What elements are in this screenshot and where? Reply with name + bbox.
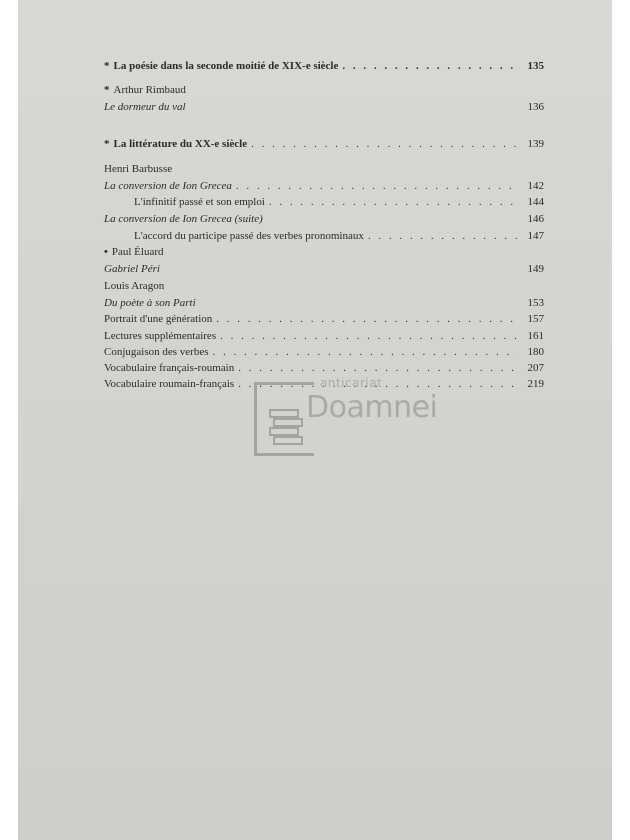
toc-entry: Conjugaison des verbes . . . 180 xyxy=(104,346,544,359)
toc-entry: * La littérature du XX-e siècle . . . 139 xyxy=(104,138,544,151)
page-number: 180 xyxy=(527,346,544,358)
toc-entry: Gabriel Péri 149 xyxy=(104,263,544,275)
books-icon xyxy=(268,406,306,446)
page-number: 136 xyxy=(527,101,544,113)
leader-dots xyxy=(368,230,518,243)
toc-entry: La conversion de Ion Grecea (suite) 146 xyxy=(104,213,544,225)
toc-entry: Lectures supplémentaires . . . 161 xyxy=(104,330,544,343)
toc-entry: La conversion de Ion Grecea . . . 142 xyxy=(104,180,544,193)
leader-dots xyxy=(220,330,518,343)
toc-entry: * La poésie dans la seconde moitié de XIX-e siècle . . . 135 xyxy=(104,60,544,73)
leader-dots xyxy=(251,138,518,151)
page-number: 149 xyxy=(527,263,544,275)
page-number: 219 xyxy=(527,378,544,390)
toc-entry: Du poète à son Parti 153 xyxy=(104,297,544,309)
page-number: 142 xyxy=(527,180,544,192)
toc-entry: * Arthur Rimbaud xyxy=(104,84,186,96)
toc-entry: L'infinitif passé et son emploi . . . 144 xyxy=(104,196,544,209)
page-number: 139 xyxy=(527,138,544,150)
toc-entry: Portrait d'une génération . . . 157 xyxy=(104,313,544,326)
page-number: 207 xyxy=(527,362,544,374)
toc-entry: • Paul Éluard xyxy=(104,246,164,258)
leader-dots xyxy=(269,196,518,209)
leader-dots xyxy=(212,346,518,359)
page-number: 135 xyxy=(527,60,544,72)
leader-dots xyxy=(238,362,518,375)
watermark-big-text: Doamnei xyxy=(306,390,438,425)
page-number: 161 xyxy=(527,330,544,342)
toc-entry: Vocabulaire roumain-français . . . 219 xyxy=(104,378,544,391)
leader-dots xyxy=(216,313,518,326)
watermark xyxy=(254,376,438,466)
toc-entry: Le dormeur du val 136 xyxy=(104,101,544,113)
toc-entry: Louis Aragon xyxy=(104,280,165,292)
page-number: 147 xyxy=(527,230,544,242)
page-number: 144 xyxy=(527,196,544,208)
watermark-small-text: anticariat xyxy=(320,376,383,390)
page-number: 157 xyxy=(527,313,544,325)
leader-dots xyxy=(342,60,518,73)
toc-entry: Henri Barbusse xyxy=(104,163,173,175)
page-number: 146 xyxy=(527,213,544,225)
toc-entry: L'accord du participe passé des verbes pronominaux . . . 147 xyxy=(104,230,544,243)
page-number: 153 xyxy=(527,297,544,309)
toc-entry: Vocabulaire français-roumain . . . 207 xyxy=(104,362,544,375)
leader-dots xyxy=(236,180,518,193)
book-page xyxy=(18,0,612,840)
